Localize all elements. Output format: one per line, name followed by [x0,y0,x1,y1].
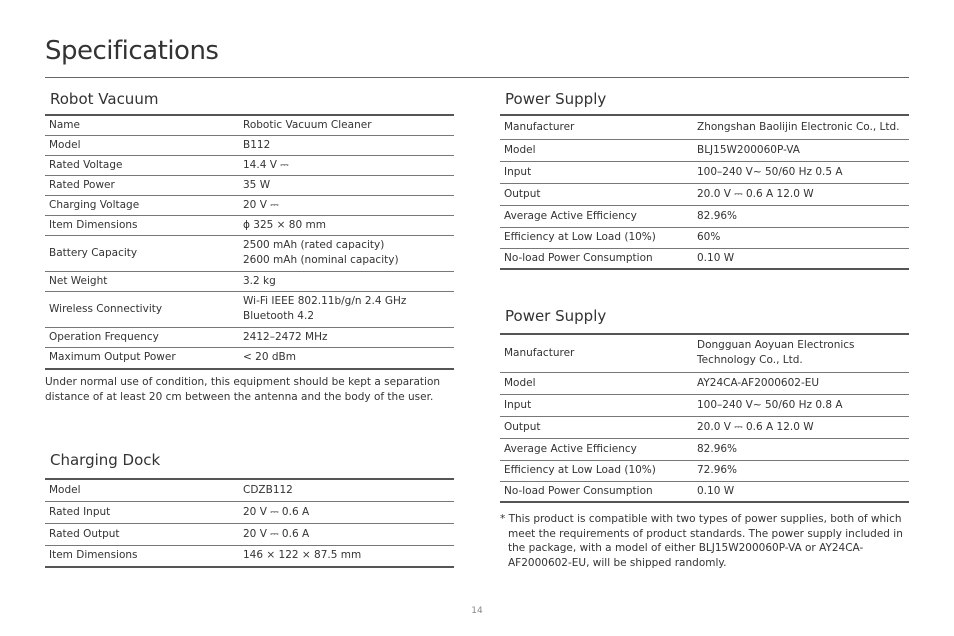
spec-value [239,135,454,155]
spec-row [45,235,454,271]
spec-row [45,327,454,347]
spec-value [693,372,909,394]
spec-label: Output [500,183,693,205]
spec-value-line: AY24CA-AF2000602-EU [697,376,820,389]
spec-label: Manufacturer [500,115,693,139]
spec-value-line: 60% [697,231,721,243]
rf-exposure-note: Under normal use of condition, this equipment should be kept a separation distance of at least 20 cm between the antenna and the body of the user. [45,376,441,403]
spec-value-line: 100–240 V~ 50/60 Hz 0.5 A [697,165,843,178]
spec-value [693,183,909,205]
spec-value [239,523,454,545]
spec-value-line: 72.96% [697,464,738,476]
spec-value [693,394,909,416]
spec-row [500,372,909,394]
robot-vacuum-section [45,88,454,405]
spec-label: Operation Frequency [45,327,239,347]
spec-value [239,479,454,501]
spec-label: Item Dimensions [49,549,138,562]
power-supply-2-section [500,305,909,503]
spec-row [45,135,454,155]
page-title: Specifications [45,36,219,66]
spec-row [45,215,454,235]
spec-value-line: 146 × 122 × 87.5 mm [243,549,362,562]
spec-label: Input [500,394,693,416]
spec-value-line: 3.2 kg [243,274,276,287]
spec-value-line: Robotic Vacuum Cleaner [243,118,372,131]
spec-value [239,115,454,135]
spec-value [239,155,454,175]
spec-value [693,416,909,438]
spec-value-line: 100–240 V~ 50/60 Hz 0.8 A [697,398,843,411]
charging-dock-section [45,449,454,568]
power-supply-1-spec-table [500,114,909,270]
spec-row [45,291,454,327]
spec-value-line: 82.96% [697,209,738,222]
page-number: 14 [471,606,483,616]
spec-label: Efficiency at Low Load (10%) [500,227,693,248]
section-title: Power Supply [505,90,607,108]
spec-value-line: 20 V ⎓ 0.6 A [243,505,310,518]
spec-value-line: 20 V ⎓ 0.6 A [243,527,310,540]
spec-label: Input [500,161,693,183]
spec-value [239,545,454,567]
spec-value-line: CDZB112 [243,483,293,496]
spec-row [45,523,454,545]
spec-row [500,438,909,460]
spec-value [693,205,909,227]
spec-row [500,460,909,481]
spec-label: Model [45,479,239,501]
spec-value-line: 82.96% [697,442,738,455]
spec-label: Charging Voltage [45,195,239,215]
power-supply-2-spec-table [500,333,909,503]
spec-label: Output [500,416,693,438]
spec-value [239,175,454,195]
section-title: Charging Dock [50,451,161,469]
spec-row [45,545,454,567]
spec-label: Manufacturer [500,334,693,372]
spec-value-line: Technology Co., Ltd. [697,354,803,367]
spec-value [239,347,454,369]
spec-label: No-load Power Consumption [504,251,653,264]
spec-row [500,248,909,269]
spec-label: Battery Capacity [45,235,239,271]
spec-value [239,291,454,327]
spec-value [693,334,909,372]
spec-label: Efficiency at Low Load (10%) [500,460,693,481]
spec-row [45,271,454,291]
robot-vacuum-spec-table [45,114,454,370]
spec-label: Name [45,115,239,135]
spec-value-line: Bluetooth 4.2 [243,310,315,322]
spec-value-line: 14.4 V ⎓ [243,158,289,171]
spec-value [693,481,909,502]
spec-label: Rated Input [45,501,239,523]
section-title: Power Supply [505,307,607,325]
spec-value-line: 2412–2472 MHz [243,330,328,343]
spec-row [500,205,909,227]
spec-value [693,139,909,161]
spec-row [500,334,909,372]
spec-row [45,347,454,369]
spec-row [500,394,909,416]
spec-value-line: 2500 mAh (rated capacity) [243,239,385,251]
spec-value-line: 0.10 W [697,484,735,497]
spec-value-line: B112 [243,138,271,151]
spec-value [239,235,454,271]
spec-value [239,501,454,523]
spec-value-line: Zhongshan Baolijin Electronic Co., Ltd. [697,120,900,133]
spec-value-line: 0.10 W [697,251,735,264]
spec-row [45,175,454,195]
spec-value-line: BLJ15W200060P-VA [697,143,800,156]
spec-label: Average Active Efficiency [500,438,693,460]
spec-value [693,115,909,139]
spec-label: Rated Voltage [45,155,239,175]
spec-value-line: 35 W [243,178,271,191]
spec-value-line: 20.0 V ⎓ 0.6 A 12.0 W [697,187,814,200]
spec-value [239,215,454,235]
spec-value-line: Dongguan Aoyuan Electronics [697,339,855,352]
spec-row [45,115,454,135]
spec-row [500,481,909,502]
spec-label: Model [45,135,239,155]
spec-label: Model [500,139,693,161]
spec-label: Average Active Efficiency [500,205,693,227]
spec-value [693,161,909,183]
spec-value-line: ϕ 325 × 80 mm [243,218,326,231]
spec-value-line: Wi-Fi IEEE 802.11b/g/n 2.4 GHz [243,295,407,307]
spec-row [500,183,909,205]
spec-label: Rated Power [45,175,239,195]
spec-row [500,416,909,438]
power-supply-1-section [500,88,909,270]
spec-value-line: < 20 dBm [243,351,296,364]
spec-label: No-load Power Consumption [504,484,653,497]
spec-value [693,460,909,481]
title-divider [45,77,909,78]
spec-value-line: 2600 mAh (nominal capacity) [243,254,399,266]
spec-label: Maximum Output Power [49,351,176,364]
charging-dock-spec-table [45,478,454,568]
spec-label: Item Dimensions [45,215,239,235]
spec-row [45,479,454,501]
power-supply-footnote: * This product is compatible with two types of power supplies, both of which meet the requirements of product standards. The power supply included in the package, with a model of either BLJ15W200060P-VA or AY24CA-AF2000602-EU, will be shipped randomly. [500,513,903,569]
spec-row [45,195,454,215]
spec-row [45,155,454,175]
spec-row [500,115,909,139]
spec-label: Net Weight [45,271,239,291]
spec-label: Model [500,372,693,394]
spec-value [239,271,454,291]
spec-row [500,161,909,183]
spec-value [693,438,909,460]
spec-label: Wireless Connectivity [45,291,239,327]
spec-row [45,501,454,523]
spec-value [693,227,909,248]
spec-value [239,327,454,347]
spec-value [239,195,454,215]
spec-value-line: 20 V ⎓ [243,198,279,211]
spec-value-line: 20.0 V ⎓ 0.6 A 12.0 W [697,420,814,433]
spec-row [500,227,909,248]
spec-label: Rated Output [45,523,239,545]
spec-row [500,139,909,161]
section-title: Robot Vacuum [50,90,159,108]
spec-value [693,248,909,269]
